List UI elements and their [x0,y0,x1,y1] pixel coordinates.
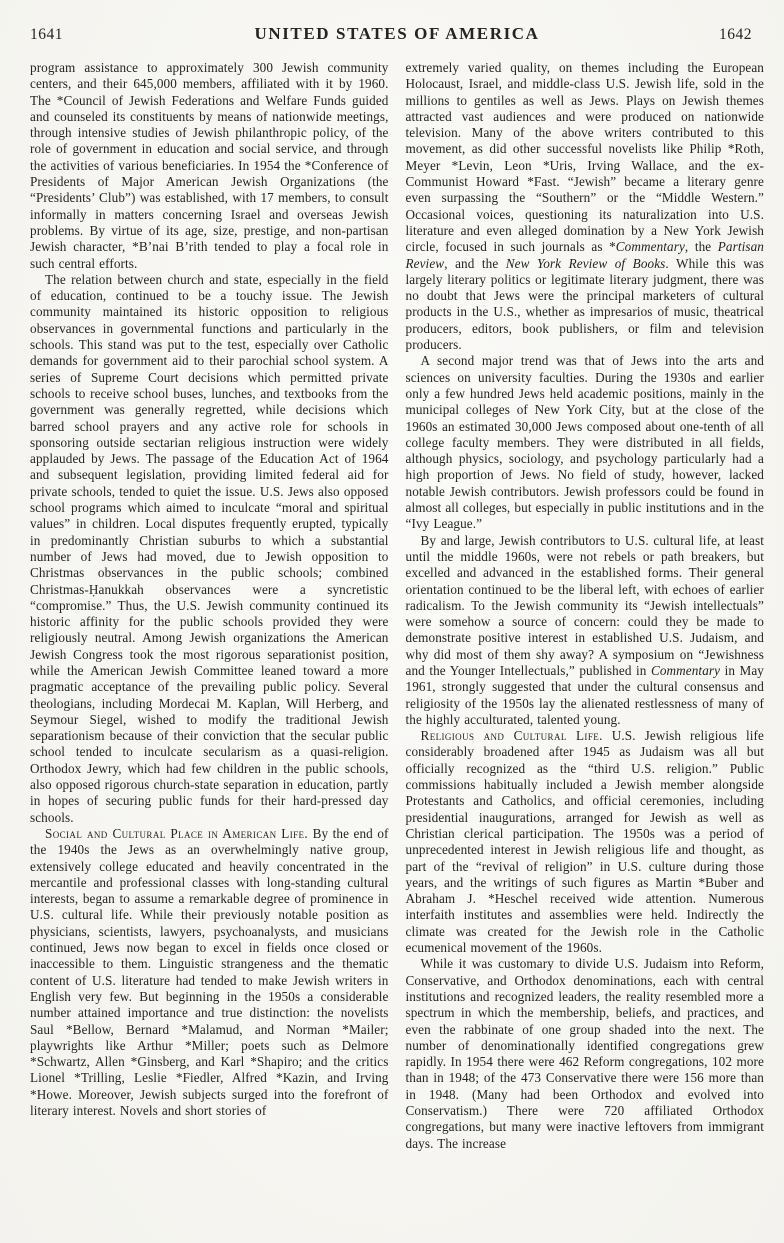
paragraph [30,60,389,272]
paragraph [406,728,765,956]
paragraph [406,533,765,729]
body-text: The relation between church and state, especially in the field of education, continued to be a touchy issue. The Jewish community maintained its historic opposition to religious observances in governmental functions and particularly in the schools. This stand was put to the test, especially over Catholic demands for government aid to their parochial school system. A series of Supreme Court decisions which permitted private schools to receive school buses, lunches, and textbooks from the government was generally regretted, while decisions which barred school prayers and any active role for schools in sponsoring outside sectarian religious instruction were widely applauded by Jews. The passage of the Education Act of 1964 and subsequent legislation, providing limited federal aid for private schools, tended to quiet the issue. U.S. Jews also opposed school programs which aimed to inculcate “moral and spiritual values” in children. Local disputes frequently erupted, typically in predominantly Christian suburbs to which a substantial number of Jews had moved, due to Jewish opposition to Christmas observances in the public schools; combined Christmas-Ḥanukkah observances were a syncretistic “compromise.” Thus, the U.S. Jewish community continued its historic affinity for the public schools provided they were religiously neutral. Among Jewish organizations the American Jewish Congress took the most rigorous separationist position, while the American Jewish Committee leaned toward a more pragmatic acceptance of the prevailing public policy. Several theologians, including Mordecai M. Kaplan, Will Herberg, and Seymour Siegel, wished to modify the traditional Jewish separationism because of their conviction that the secular public school tended to inculcate secularism as a quasi-religion. Orthodox Jewry, which had few children in the public schools, also opposed rigorous church-state separation in education, partly in hopes of securing public funds for their hard-pressed day schools. [30,271,389,825]
body-text: U.S. Jewish religious life considerably broadened after 1945 as Judaism was all but officially recognized as the “third U.S. religion.” Public commissions habitually included a Jewish member alongside Protestants and Catholics, and official ceremonies, including presidential inaugurations, arranged for Jewish as well as Christian clerical participation. The 1950s was a period of unprecedented interest in Jewish religious life and thought, as part of the “revival of religion” in U.S. culture during those years, and the writings of such figures as Martin *Buber and Abraham J. *Heschel received wide attention. Numerous interfaith institutes and assemblies were held. Indirectly the climate was created for the Jewish role in the Catholic ecumenical movement of the 1960s. [405,728,764,956]
body-text: in May 1961, strongly suggested that under the cultural consensus and religiosity of the 1950s lay the alienated restlessness of many of the highly acculturated, talented young. [405,662,764,727]
page-header [30,24,764,48]
body-text: . While this was largely literary politics or legitimate literary judgment, there was no doubt that Jews were the principal marketers of cultural products in the U.S., whether as impresarios of music, theatrical producers, editors, book publishers, or film and television producers. [405,255,765,353]
section-heading: Social and Cultural Place in American Life. [45,825,309,841]
paragraph [30,272,389,826]
body-text: By the end of the 1940s the Jews as an overwhelmingly native group, extensively college educated and heavily concentrated in the mercantile and professional classes with long-standing cultural interests, began to assume a remarkable degree of prominence in U.S. cultural life. While their previously notable position as physicians, scientists, lawyers, psychoanalysts, and musicians continued, Jews now began to excel in fields once closed or inaccessible to them. Linguistic strangeness and the thematic content of U.S. literature had tended to make Jewish writers in English very few. But beginning in the 1950s a considerable number attained importance and true distinction: the novelists Saul *Bellow, Bernard *Malamud, and Norman *Mailer; playwrights like Arthur *Miller; poets such as Delmore *Schwartz, Allen *Ginsberg, and Karl *Shapiro; and the critics Lionel *Trilling, Leslie *Fiedler, Alfred *Kazin, and Irving *Howe. Moreover, Jewish subjects surged into the forefront of literary interest. Novels and short stories of [30,825,389,1118]
left-column [30,60,389,1152]
paragraph [406,60,765,353]
section-heading: Religious and Cultural Life. [420,728,603,744]
body-text: program assistance to approximately 300 Jewish community centers, and their 645,000 members, affiliated with it by 1960. The *Council of Jewish Federations and Welfare Funds guided and counseled its constituents by means of nationwide meetings, through intensive studies of Jewish philanthropic policy, of the role of government in education and social service, and through the activities of various beneficiaries. In 1954 the *Conference of Presidents of Major American Jewish Organizations (the “Presidents’ Club”) was established, with 17 members, to consult informally in matters concerning Israel and overseas Jewish problems. By virtue of its age, size, prestige, and non-partisan Jewish character, *B’nai B’rith tended to play a focal role in such central efforts. [30,60,389,271]
body-text: , and the [444,255,506,271]
paragraph [406,353,765,532]
body-text: A second major trend was that of Jews into the arts and sciences on university faculties. During the 1930s and earlier only a few hundred Jews held academic positions, mainly in the municipal colleges of New York City, but at the close of the 1960s an estimated 30,000 Jews composed about one-tenth of all college faculty members. They were distributed in all fields, although physics, sociology, and psychology particularly had a high proportion of Jews. No field of study, however, lacked notable Jewish contributors. Jewish professors could be found in almost all colleges, but especially in public institutions and in the “Ivy League.” [405,353,764,532]
italic-title: Partisan Review [405,239,764,271]
running-head-title: UNITED STATES OF AMERICA [254,24,540,43]
body-text: , the [684,239,718,255]
page-number-left: 1641 [30,26,63,43]
italic-title: Commentary [615,239,685,255]
body-text: While it was customary to divide U.S. Judaism into Reform, Conservative, and Orthodox denominations, each with central institutions and recognized leaders, the reality resembled more a spectrum in which the membership, beliefs, and practices, and even the rabbinate of one group shaded into the next. The number of denominationally identified congregations grew rapidly. In 1954 there were 462 Reform congregations, 102 more than in 1948; of the 473 Conservative there were 156 more than in 1948. (Many had been Orthodox and evolved into Conservatism.) There were 720 affiliated Orthodox congregations, but many were inactive leftovers from immigrant days. The increase [405,956,764,1151]
italic-title: Commentary [650,662,721,678]
text-columns [30,60,764,1152]
body-text: By and large, Jewish contributors to U.S. cultural life, at least until the middle 1960s, were not rebels or path breakers, but excelled and advanced in the established forms. Their general orientation continued to be the liberal left, with echoes of earlier radicalism. To the Jewish community its “Jewish intellectuals” were somehow a source of concern: could they be made to demonstrate positive interest in established U.S. Judaism, and why did most of them shy away? A symposium on “Jewishness and the Younger Intellectuals,” published in [405,532,764,678]
paragraph [406,956,765,1152]
italic-title: New York Review of Books [505,255,666,271]
right-column [406,60,765,1152]
paragraph [30,826,389,1119]
body-text: extremely varied quality, on themes including the European Holocaust, Israel, and middle-class U.S. Jewish life, sold in the millions to gentiles as well as Jews. Plays on Jewish themes attracted vast audiences and were produced on nationwide television. Many of the above writers contributed to this movement, as did other successful novelists like Philip *Roth, Meyer *Levin, Leon *Uris, Irving Wallace, and the ex-Communist Howard *Fast. “Jewish” became a literary genre even surpassing the “Southern” or the “Middle Western.” Occasional voices, questioning its naturalization into U.S. literature and even alleged domination by a New York Jewish circle, focused in such journals as * [405,60,764,255]
page-number-right: 1642 [719,26,752,43]
